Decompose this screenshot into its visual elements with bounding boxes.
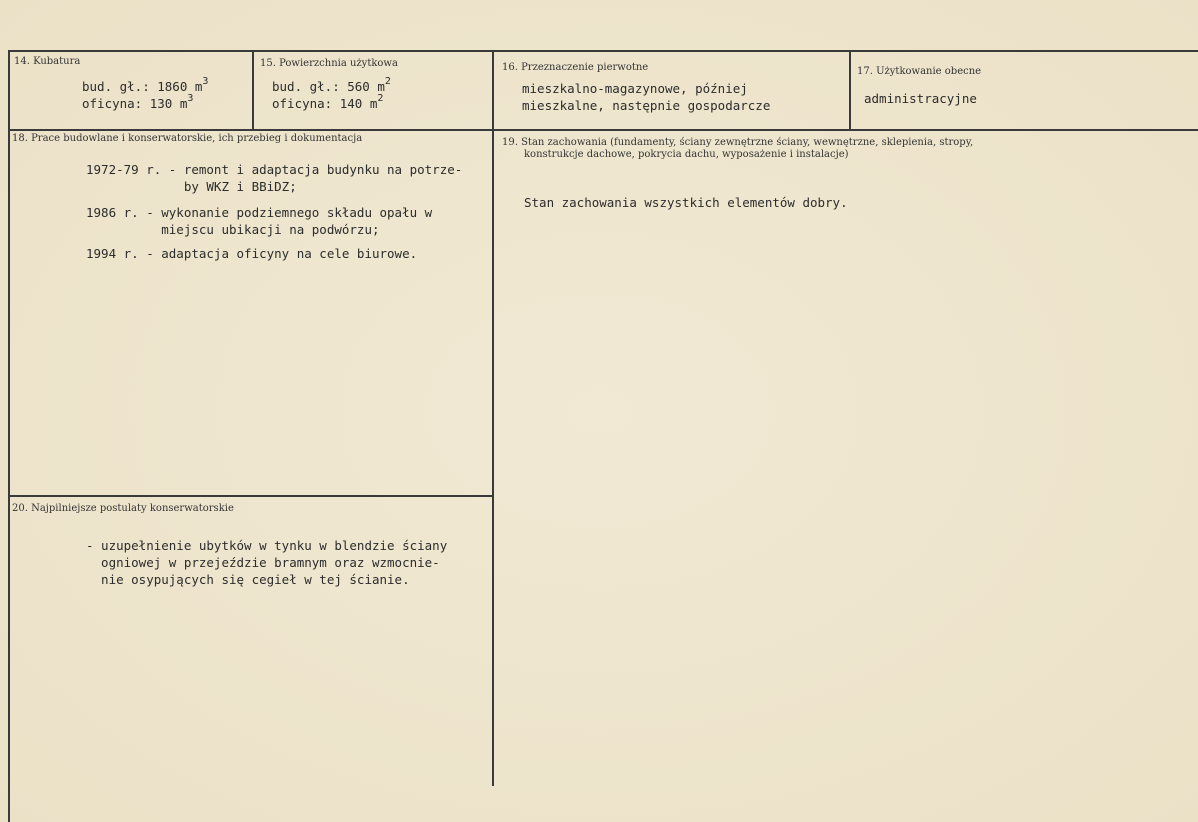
field-19-label-line2: konstrukcje dachowe, pokrycia dachu, wyposażenie i instalacje) bbox=[524, 149, 849, 160]
field-15-line1-text: bud. gł.: 560 m bbox=[272, 79, 385, 95]
field-20-line3: nie osypujących się cegieł w tej ścianie. bbox=[86, 572, 410, 587]
field-14-line1-sup: 3 bbox=[202, 76, 209, 87]
field-17-value: administracyjne bbox=[864, 91, 977, 106]
field-14-line2-sup: 3 bbox=[187, 93, 194, 104]
row1-bottom-rule bbox=[8, 129, 1198, 131]
field-18-entry-1: 1972-79 r. - remont i adaptacja budynku na potrze- bbox=[86, 162, 463, 177]
field-14-line2 bbox=[82, 92, 193, 112]
field-18-entry-3: 1994 r. - adaptacja oficyny na cele biurowe. bbox=[86, 246, 418, 261]
col-divider-14-15 bbox=[252, 50, 254, 130]
field-17-label: 17. Użytkowanie obecne bbox=[857, 66, 982, 77]
field-14-line2-text: oficyna: 130 m bbox=[82, 96, 188, 112]
row2-divider-left bbox=[8, 495, 494, 497]
col-divider-16-17 bbox=[849, 50, 851, 130]
field-19-label bbox=[502, 137, 973, 161]
field-15-line2 bbox=[272, 92, 383, 112]
field-18-entry-2-cont: miejscu ubikacji na podwórzu; bbox=[86, 222, 380, 237]
field-16-line2: mieszkalne, następnie gospodarcze bbox=[522, 98, 771, 113]
left-border bbox=[8, 50, 10, 822]
field-16-line1: mieszkalno-magazynowe, później bbox=[522, 81, 748, 96]
field-16-label: 16. Przeznaczenie pierwotne bbox=[502, 62, 649, 73]
field-15-label: 15. Powierzchnia użytkowa bbox=[260, 58, 398, 69]
field-15-line2-text: oficyna: 140 m bbox=[272, 96, 378, 112]
field-20-line1: - uzupełnienie ubytków w tynku w blendzie ściany bbox=[86, 538, 448, 553]
field-20-line2: ogniowej w przejeździe bramnym oraz wzmocnie- bbox=[86, 555, 440, 570]
field-20-label: 20. Najpilniejsze postulaty konserwatorskie bbox=[12, 503, 234, 514]
col-divider-main bbox=[492, 50, 494, 786]
field-19-value: Stan zachowania wszystkich elementów dobry. bbox=[524, 195, 848, 210]
field-19-label-line1: 19. Stan zachowania (fundamenty, ściany zewnętrzne ściany, wewnętrzne, sklepienia, stropy, bbox=[502, 137, 974, 148]
field-14-line1-text: bud. gł.: 1860 m bbox=[82, 79, 203, 95]
top-rule bbox=[8, 50, 1198, 52]
field-18-label: 18. Prace budowlane i konserwatorskie, ich przebieg i dokumentacja bbox=[12, 133, 363, 144]
field-18-entry-1-cont: by WKZ i BBiDZ; bbox=[86, 179, 297, 194]
field-18-entry-2: 1986 r. - wykonanie podziemnego składu opału w bbox=[86, 205, 433, 220]
field-15-line1-sup: 2 bbox=[384, 76, 391, 87]
field-15-line2-sup: 2 bbox=[377, 93, 384, 104]
field-14-label: 14. Kubatura bbox=[14, 56, 81, 67]
